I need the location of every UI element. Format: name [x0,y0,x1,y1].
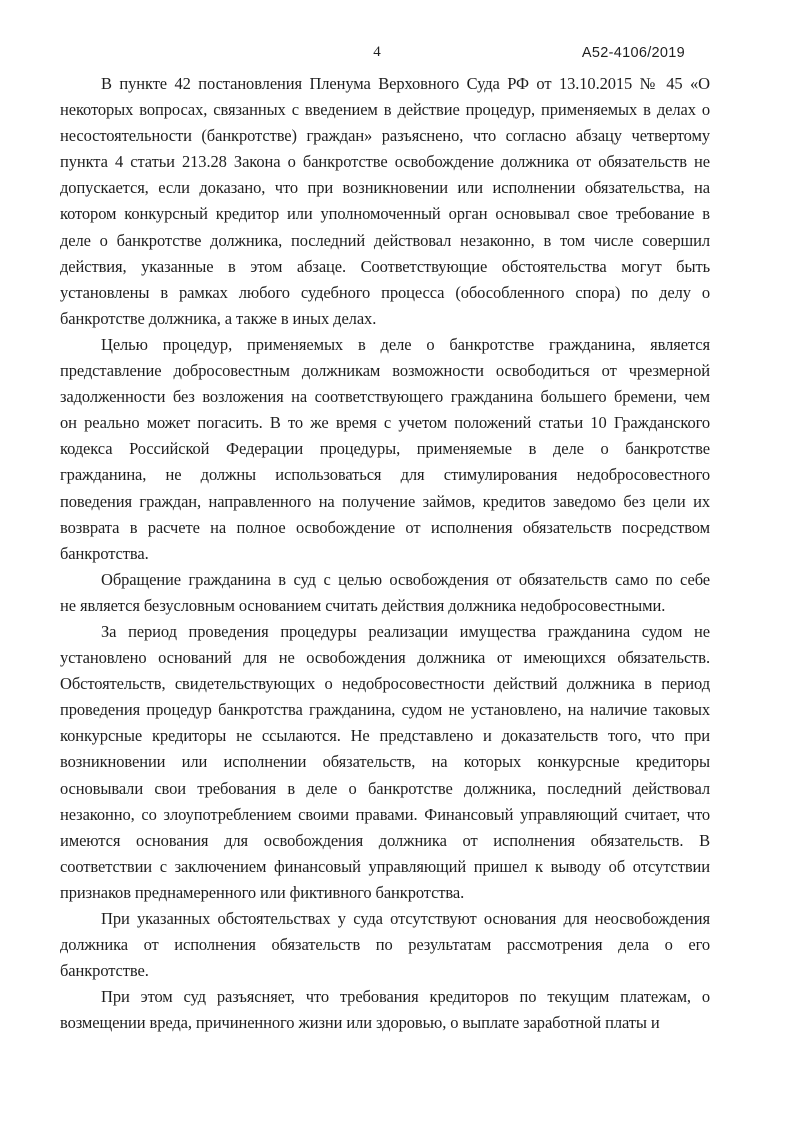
text-line: банкротстве. [60,961,149,981]
text-line: поведения граждан, направленного на получение займов, кредитов заведомо без цели их [60,491,710,511]
text-line: незаконно, со злоупотреблением своими правами. Финансовый управляющий считает, что [60,804,710,824]
text-line: За период проведения процедуры реализации имущества гражданина судом не [101,621,710,641]
text-line: представление добросовестным должникам возможности освободиться от чрезмерной [60,361,710,381]
paragraph [60,567,710,619]
text-line: В пункте 42 постановления Пленума Верховного Суда РФ от 13.10.2015 № 45 «О [101,74,710,93]
text-line: имеются основания для освобождения должника от исполнения обязательств. В [60,830,710,850]
text-line: Обстоятельств, свидетельствующих о недобросовестности действий должника в период [60,674,710,694]
text-line: основывали свои требования в деле о банкротстве должника, последний действовал [60,778,710,798]
text-line: он реально может погасить. В то же время с учетом положений статьи 10 Гражданского [60,413,710,433]
text-line: кодекса Российской Федерации процедуры, применяемые в деле о банкротстве [60,439,710,459]
text-line: Целью процедур, применяемых в деле о банкротстве гражданина, является [101,334,710,354]
text-line: некоторых вопросах, связанных с введением в действие процедур, применяемых в делах о [60,100,710,120]
text-line: установлено оснований для не освобождения должника от имеющихся обязательств. [60,648,710,668]
text-line: возврата в расчете на полное освобождение от исполнения обязательств посредством [60,517,710,537]
text-line: При указанных обстоятельствах у суда отсутствуют основания для неосвобождения [101,909,710,928]
text-line: деле о банкротстве должника, последний действовал незаконно, в том числе совершил [60,230,710,250]
paragraph [60,984,710,1036]
paragraph [60,906,710,984]
text-line: котором конкурсный кредитор или уполномоченный орган основывал свое требование в [60,204,710,224]
text-line: банкротстве должника, а также в иных делах. [60,308,377,328]
text-line: возмещении вреда, причиненного жизни или здоровью, о выплате заработной платы и [60,1013,660,1033]
text-line: не является безусловным основанием считать действия должника недобросовестными. [60,595,666,615]
text-line: допускается, если доказано, что при возникновении или исполнении обязательства, на [60,178,710,198]
text-line: признаков преднамеренного или фиктивного банкротства. [60,882,465,902]
text-line: действия, указанные в этом абзаце. Соответствующие обстоятельства могут быть [60,256,710,276]
document-body [60,71,710,1036]
text-line: проведения процедур банкротства гражданина, судом не установлено, на наличие таковых [60,700,710,720]
text-line: конкурсные кредиторы не ссылаются. Не представлено и доказательств того, что при [60,726,710,746]
text-line: соответствии с заключением финансовый управляющий пришел к выводу об отсутствии [60,856,710,876]
text-line: пункта 4 статьи 213.28 Закона о банкротстве освобождение должника от обязательств не [60,152,710,172]
text-line: несостоятельности (банкротстве) граждан» разъяснено, что согласно абзацу четвертому [60,126,710,146]
text-line: возникновении или исполнении обязательств, на которых конкурсные кредиторы [60,752,710,772]
text-line: гражданина, не должны использоваться для стимулирования недобросовестного [60,465,710,485]
case-number: А52-4106/2019 [581,45,685,61]
text-line: должника от исполнения обязательств по результатам рассмотрения дела о его [60,935,710,955]
text-line: При этом суд разъясняет, что требования кредиторов по текущим платежам, о [101,987,710,1007]
text-line: задолженности без возложения на соответствующего гражданина большего бремени, чем [60,387,710,407]
page-number: 4 [373,44,381,60]
paragraph [60,71,710,332]
text-line: установлены в рамках любого судебного процесса (обособленного спора) по делу о [60,282,710,302]
paragraph [60,619,710,906]
page-header [60,44,710,64]
paragraph [60,332,710,567]
text-line: банкротства. [60,543,149,563]
text-line: Обращение гражданина в суд с целью освобождения от обязательств само по себе [101,569,710,589]
